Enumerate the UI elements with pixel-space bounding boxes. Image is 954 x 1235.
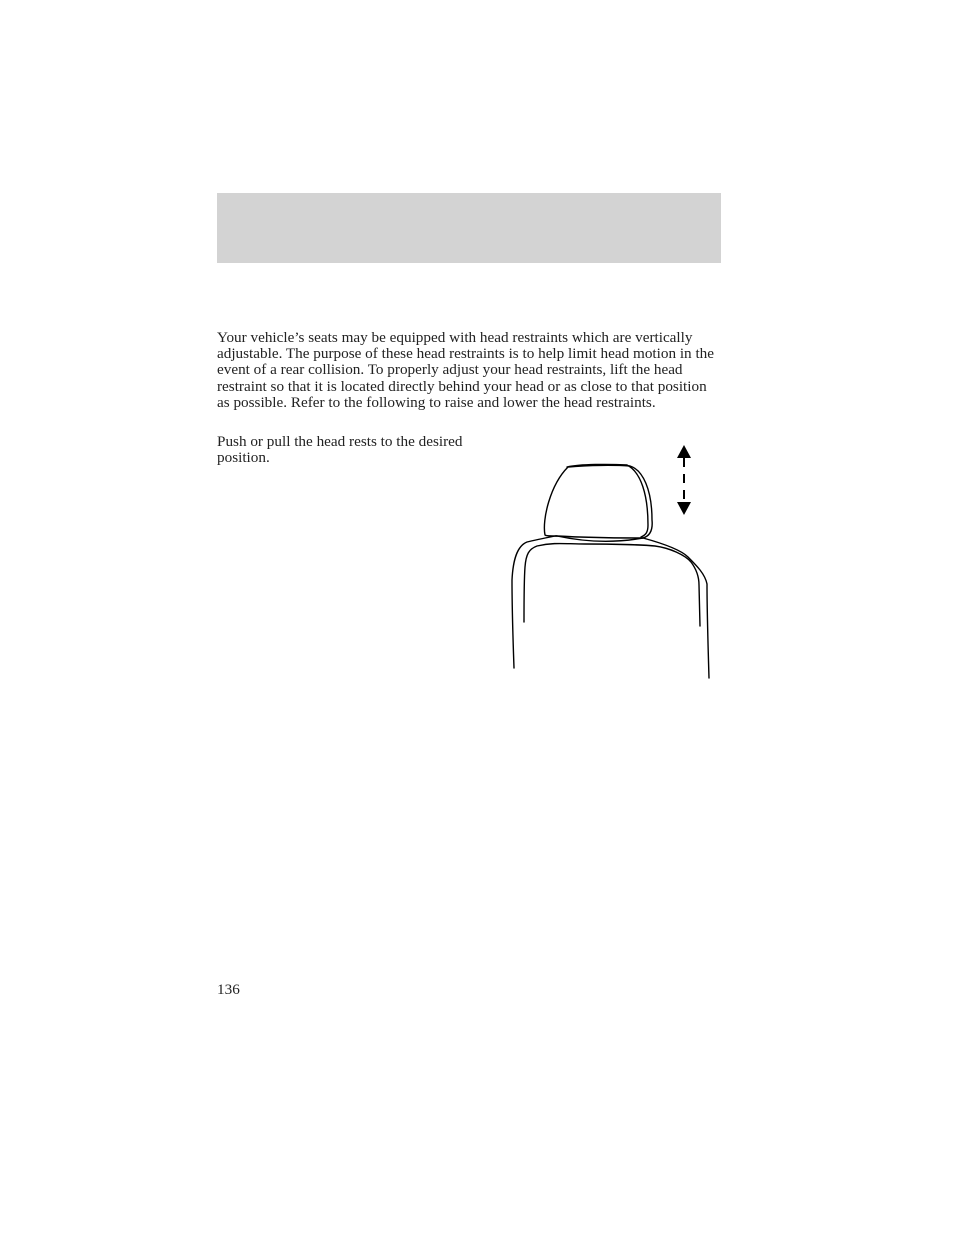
head-restraint-illustration [505,440,720,685]
head-restraint-inner-line [567,464,648,537]
seat-back-outline [512,536,709,678]
section-header-band [217,193,721,263]
head-restraint-outline [544,465,652,538]
page-number: 136 [217,981,240,998]
seat-back-inner-line [524,544,700,627]
instruction-paragraph: Push or pull the head rests to the desired position. [217,433,463,467]
intro-paragraph: Your vehicle’s seats may be equipped with head restraints which are vertically adjustable. The purpose of these head restraints is to help limit head motion in the event of a rear collision. To properly adjust your head restraints, lift the head restraint so that it is located directly behind your head or as close to that position as possible. Refer to the following to raise and lower the head restraints. [217,329,714,411]
up-down-double-arrow-icon [677,445,691,515]
